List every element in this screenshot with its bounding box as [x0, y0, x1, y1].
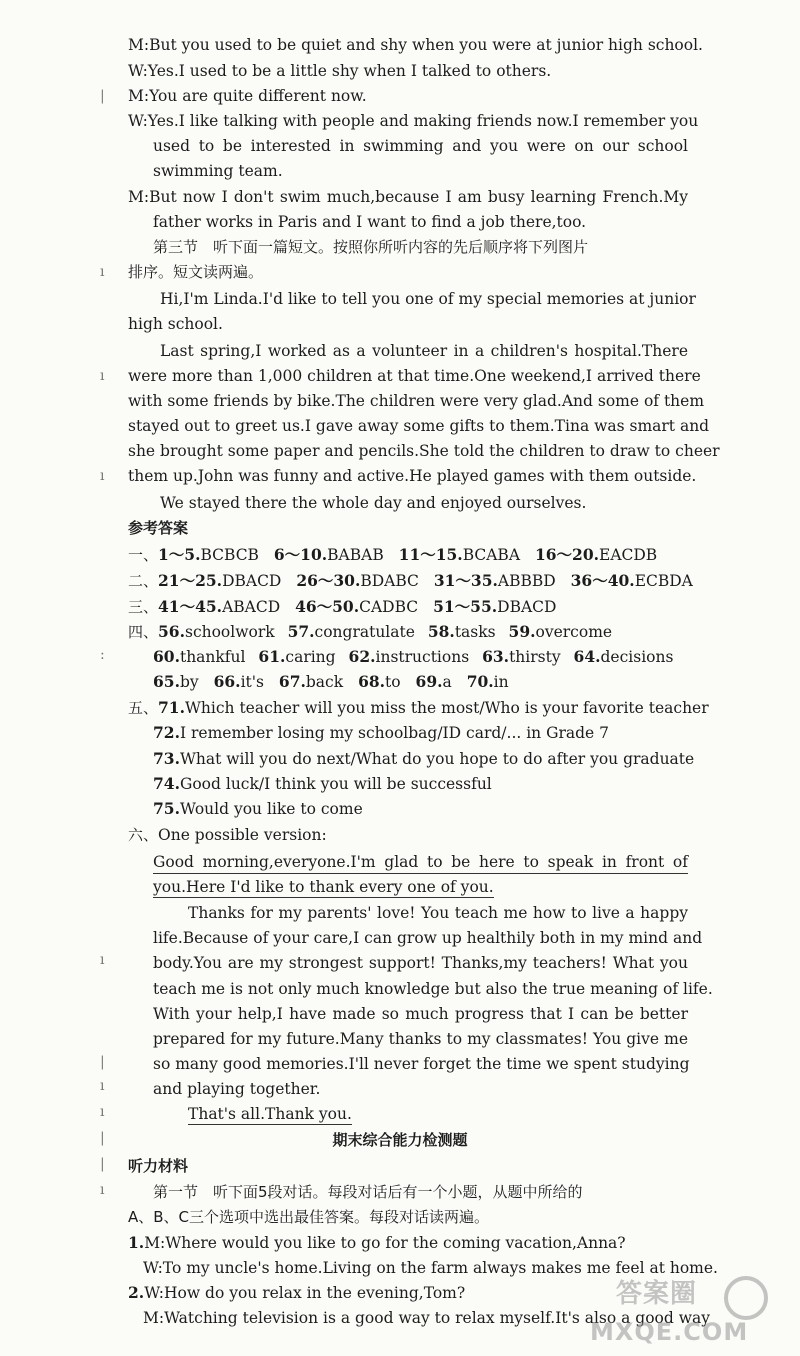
- essay-line: teach me is not only much knowledge but also the true meaning of life.: [153, 980, 713, 998]
- section-heading: 第三节 听下面一篇短文。按照你所听内容的先后顺序将下列图片: [153, 238, 589, 256]
- answer-prefix: 一、: [128, 546, 159, 564]
- answer-sentence: Would you like to come: [179, 800, 363, 818]
- answer-sentence: Which teacher will you miss the most/Who is your favorite teacher: [184, 699, 709, 717]
- margin-mark: |: [100, 88, 105, 104]
- answer-value: CADBC: [359, 598, 419, 616]
- answer-value: BCBCB: [200, 546, 259, 564]
- essay-line: [188, 1104, 352, 1124]
- answer-row: [153, 749, 694, 769]
- answer-range: 21～25.: [158, 571, 223, 590]
- answer-number: 62.: [348, 647, 376, 666]
- answer-prefix: 六、: [128, 826, 159, 844]
- answer-row: [153, 799, 363, 819]
- answer-row: [128, 545, 657, 565]
- answer-word: back: [305, 673, 344, 691]
- answer-row: [153, 647, 673, 667]
- answer-prefix: 四、: [128, 623, 159, 641]
- passage-line: We stayed there the whole day and enjoyed ourselves.: [160, 494, 587, 512]
- essay-line: With your help,I have made so much progress that I can be better: [153, 1005, 688, 1023]
- answer-number: 67.: [278, 672, 306, 691]
- margin-mark: ı: [100, 1104, 105, 1120]
- dialogue-line: W:Yes.I used to be a little shy when I talked to others.: [128, 62, 552, 80]
- answer-prefix: 三、: [128, 598, 159, 616]
- margin-mark: ı: [100, 264, 105, 280]
- answer-number: 57.: [287, 622, 315, 641]
- essay-line: [153, 877, 494, 897]
- answer-number: 58.: [427, 622, 455, 641]
- answer-number: 69.: [415, 672, 443, 691]
- answer-value: ABACD: [222, 598, 281, 616]
- section-heading: 排序。短文读两遍。: [128, 263, 264, 281]
- dialogue-line: [128, 1233, 626, 1253]
- essay-line: so many good memories.I'll never forget the time we spent studying: [153, 1055, 690, 1073]
- listening-title: 听力材料: [128, 1157, 189, 1175]
- answer-number: 66.: [213, 672, 241, 691]
- answer-number: 65.: [153, 672, 180, 691]
- answer-range: 31～35.: [433, 571, 498, 590]
- essay-underlined: Good morning,everyone.I'm glad to be here to speak in front of: [153, 852, 688, 874]
- answer-range: 11～15.: [398, 545, 463, 564]
- answer-range: 16～20.: [534, 545, 600, 564]
- dialogue-text: W:How do you relax in the evening,Tom?: [144, 1284, 466, 1302]
- watermark-logo: [586, 1272, 786, 1348]
- answer-value: ECBDA: [634, 572, 693, 590]
- answer-word: it's: [240, 673, 264, 691]
- dialogue-line: W:Yes.I like talking with people and making friends now.I remember you: [128, 112, 699, 130]
- answer-word: in: [493, 673, 509, 691]
- answer-number: 75.: [153, 799, 180, 818]
- margin-mark: ı: [100, 368, 105, 384]
- answer-sentence: Good luck/I think you will be successful: [179, 775, 492, 793]
- answer-word: caring: [285, 648, 336, 666]
- answer-number: 71.: [158, 698, 185, 717]
- exam-title: 期末综合能力检测题: [332, 1131, 468, 1149]
- answer-number: 73.: [153, 749, 180, 768]
- passage-line: were more than 1,000 children at that time.One weekend,I arrived there: [128, 367, 701, 385]
- margin-mark: ı: [100, 1182, 105, 1198]
- answer-sentence: What will you do next/What do you hope to do after you graduate: [179, 750, 695, 768]
- answer-value: BABAB: [327, 546, 384, 564]
- essay-underlined: you.Here I'd like to thank every one of you.: [153, 878, 494, 896]
- dialogue-line: M:But now I don't swim much,because I am busy learning French.My: [128, 188, 688, 206]
- answer-value: ABBBD: [497, 572, 556, 590]
- answer-range: 46～50.: [295, 597, 360, 616]
- essay-line: and playing together.: [153, 1080, 321, 1098]
- answer-row: [153, 723, 609, 743]
- essay-line: life.Because of your care,I can grow up healthily both in my mind and: [153, 929, 703, 947]
- answer-row: [128, 698, 709, 718]
- answer-word: overcome: [535, 623, 613, 641]
- passage-line: Last spring,I worked as a volunteer in a children's hospital.There: [160, 342, 688, 360]
- answer-row: [128, 825, 327, 845]
- answer-row: [128, 622, 612, 642]
- essay-closing: That's all.Thank you.: [188, 1105, 352, 1123]
- dialogue-text: W:To my uncle's home.Living on the farm always makes me feel at home.: [143, 1259, 718, 1277]
- answer-range: 6～10.: [273, 545, 328, 564]
- answer-range: 26～30.: [296, 571, 361, 590]
- answer-word: congratulate: [314, 623, 415, 641]
- essay-intro: One possible version:: [158, 826, 327, 844]
- question-number: 2.: [128, 1283, 145, 1302]
- answer-word: thirsty: [509, 648, 561, 666]
- answer-row: [128, 597, 556, 617]
- essay-line: prepared for my future.Many thanks to my classmates! You give me: [153, 1030, 688, 1048]
- margin-mark: |: [100, 1130, 105, 1146]
- answer-word: a: [442, 673, 452, 691]
- answer-range: 1～5.: [158, 545, 201, 564]
- answer-word: by: [179, 673, 199, 691]
- answer-range: 51～55.: [433, 597, 498, 616]
- dialogue-line: M:You are quite different now.: [128, 87, 367, 105]
- passage-line: them up.John was funny and active.He played games with them outside.: [128, 467, 697, 485]
- answer-row: [153, 672, 509, 692]
- question-number: 1.: [128, 1233, 145, 1252]
- dialogue-line: [128, 1283, 465, 1303]
- answer-number: 61.: [258, 647, 286, 666]
- margin-mark: :: [100, 647, 105, 663]
- watermark-bottom-text: MXQE.COM: [590, 1318, 749, 1346]
- answer-number: 64.: [573, 647, 601, 666]
- answer-sentence: I remember losing my schoolbag/ID card/... in Grade 7: [179, 724, 610, 742]
- answer-prefix: 二、: [128, 572, 159, 590]
- passage-line: high school.: [128, 315, 223, 333]
- answer-value: BDABC: [360, 572, 419, 590]
- answer-number: 63.: [482, 647, 510, 666]
- answer-value: DBACD: [222, 572, 282, 590]
- answer-row: [153, 774, 492, 794]
- essay-line: [153, 852, 688, 874]
- dialogue-text: M:Where would you like to go for the coming vacation,Anna?: [144, 1234, 626, 1252]
- dialogue-line: used to be interested in swimming and you were on our school: [153, 137, 688, 155]
- passage-line: she brought some paper and pencils.She told the children to draw to cheer: [128, 442, 720, 460]
- watermark-top-text: 答案圈: [616, 1279, 698, 1309]
- dialogue-line: father works in Paris and I want to find a job there,too.: [153, 213, 587, 231]
- passage-line: Hi,I'm Linda.I'd like to tell you one of my special memories at junior: [160, 290, 696, 308]
- answer-range: 41～45.: [158, 597, 223, 616]
- dialogue-line: M:But you used to be quiet and shy when you were at junior high school.: [128, 36, 703, 54]
- essay-line: Thanks for my parents' love! You teach me how to live a happy: [188, 904, 688, 922]
- answers-title: 参考答案: [128, 519, 189, 537]
- dialogue-text: M:Watching television is a good way to relax myself.It's also a good way: [143, 1309, 710, 1327]
- answer-number: 70.: [466, 672, 494, 691]
- answer-value: DBACD: [497, 598, 557, 616]
- margin-mark: |: [100, 1156, 105, 1172]
- margin-mark: |: [100, 1054, 105, 1070]
- answer-number: 72.: [153, 723, 180, 742]
- answer-word: tasks: [454, 623, 496, 641]
- margin-mark: ı: [100, 468, 105, 484]
- section-heading: A、B、C三个选项中选出最佳答案。每段对话读两遍。: [128, 1208, 490, 1226]
- answer-number: 56.: [158, 622, 185, 641]
- answer-word: to: [385, 673, 401, 691]
- answer-word: decisions: [600, 648, 674, 666]
- margin-mark: ı: [100, 1078, 105, 1094]
- answer-number: 60.: [153, 647, 180, 666]
- answer-number: 59.: [508, 622, 536, 641]
- answer-prefix: 五、: [128, 699, 159, 717]
- answer-value: EACDB: [599, 546, 658, 564]
- passage-line: stayed out to greet us.I gave away some gifts to them.Tina was smart and: [128, 417, 710, 435]
- section-heading: 第一节 听下面5段对话。每段对话后有一个小题，从题中所给的: [153, 1183, 583, 1201]
- answer-value: BCABA: [462, 546, 521, 564]
- answer-word: thankful: [179, 648, 246, 666]
- answer-number: 68.: [358, 672, 386, 691]
- passage-line: with some friends by bike.The children were very glad.And some of them: [128, 392, 705, 410]
- answer-number: 74.: [153, 774, 180, 793]
- answer-row: [128, 571, 693, 591]
- dialogue-line: swimming team.: [153, 162, 283, 180]
- answer-range: 36～40.: [570, 571, 635, 590]
- answer-word: schoolwork: [184, 623, 275, 641]
- essay-line: body.You are my strongest support! Thanks,my teachers! What you: [153, 954, 688, 972]
- answer-word: instructions: [375, 648, 470, 666]
- margin-mark: ı: [100, 952, 105, 968]
